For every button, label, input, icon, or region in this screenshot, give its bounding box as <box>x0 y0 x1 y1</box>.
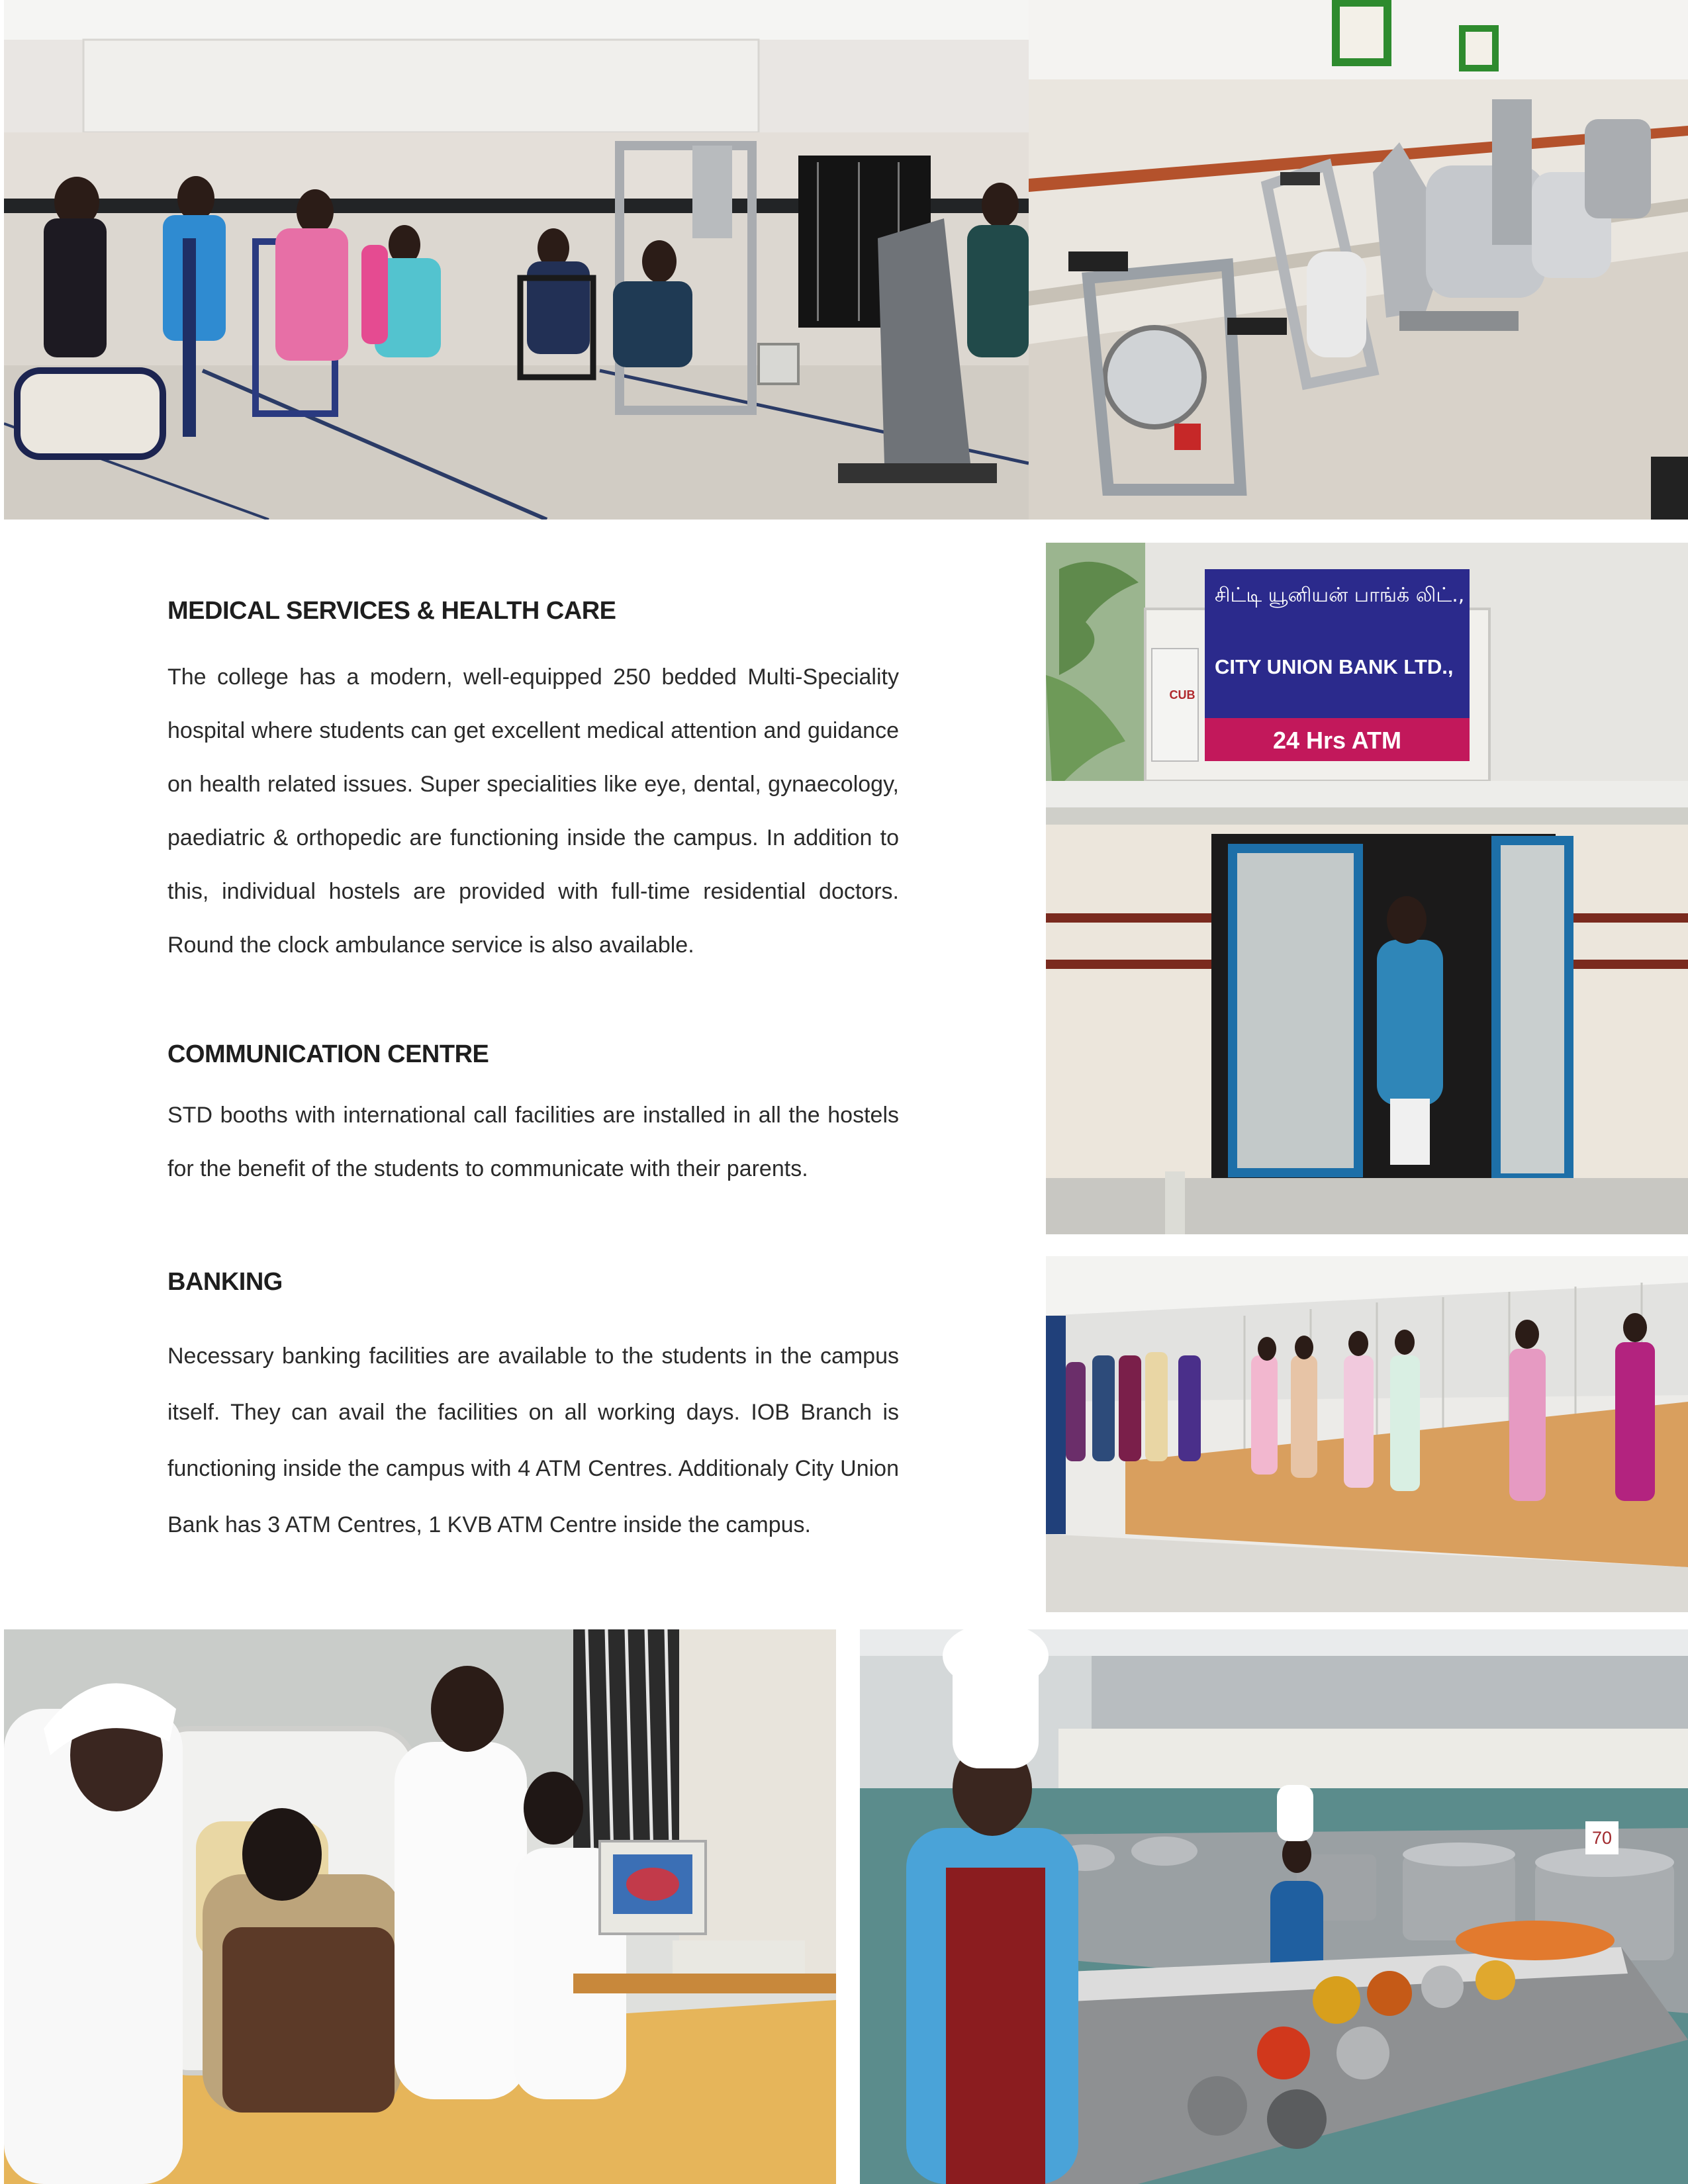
medical-services-heading: MEDICAL SERVICES & HEALTH CARE <box>167 597 616 625</box>
atm-sign-english: CITY UNION BANK LTD., <box>1215 655 1454 678</box>
medical-services-paragraph: The college has a modern, well-equipped 250 bedded Multi-Speciality hospital where students can get excellent medical attention and guidance on health related issues. Super specialities like eye, dental, gynaecology, paediatric & orthopedic are functioning inside the campus. In addition to this, individual hostels are provided with full-time residential doctors. Round the clock ambulance service is also available. <box>167 664 899 958</box>
gym-photo-women-exercising <box>4 0 1029 520</box>
banking-heading: BANKING <box>167 1268 283 1296</box>
atm-photo <box>1046 543 1688 1234</box>
kitchen-photo <box>860 1629 1688 2184</box>
medical-room-photo <box>4 1629 836 2184</box>
page-number: 70 <box>1585 1821 1618 1854</box>
bank-counter-photo <box>1046 1256 1688 1612</box>
cub-logo: CUB <box>1169 688 1196 702</box>
banking-paragraph: Necessary banking facilities are available to the students in the campus itself. They can avail the facilities on all working days. IOB Branch is functioning inside the campus with 4 ATM Centres. Additionaly City Union Bank has 3 ATM Centres, 1 KVB ATM Centre inside the campus. <box>167 1343 899 1537</box>
atm-sign-tamil: சிட்டி யூனியன் பாங்க் லிட்., <box>1215 584 1465 607</box>
gym-photo-exercise-bikes <box>1029 0 1688 520</box>
atm-sign-24hrs: 24 Hrs ATM <box>1272 727 1402 754</box>
communication-centre-heading: COMMUNICATION CENTRE <box>167 1040 489 1068</box>
communication-centre-paragraph: STD booths with international call facilities are installed in all the hostels for the benefit of the students to communicate with their parents. <box>167 1103 899 1181</box>
